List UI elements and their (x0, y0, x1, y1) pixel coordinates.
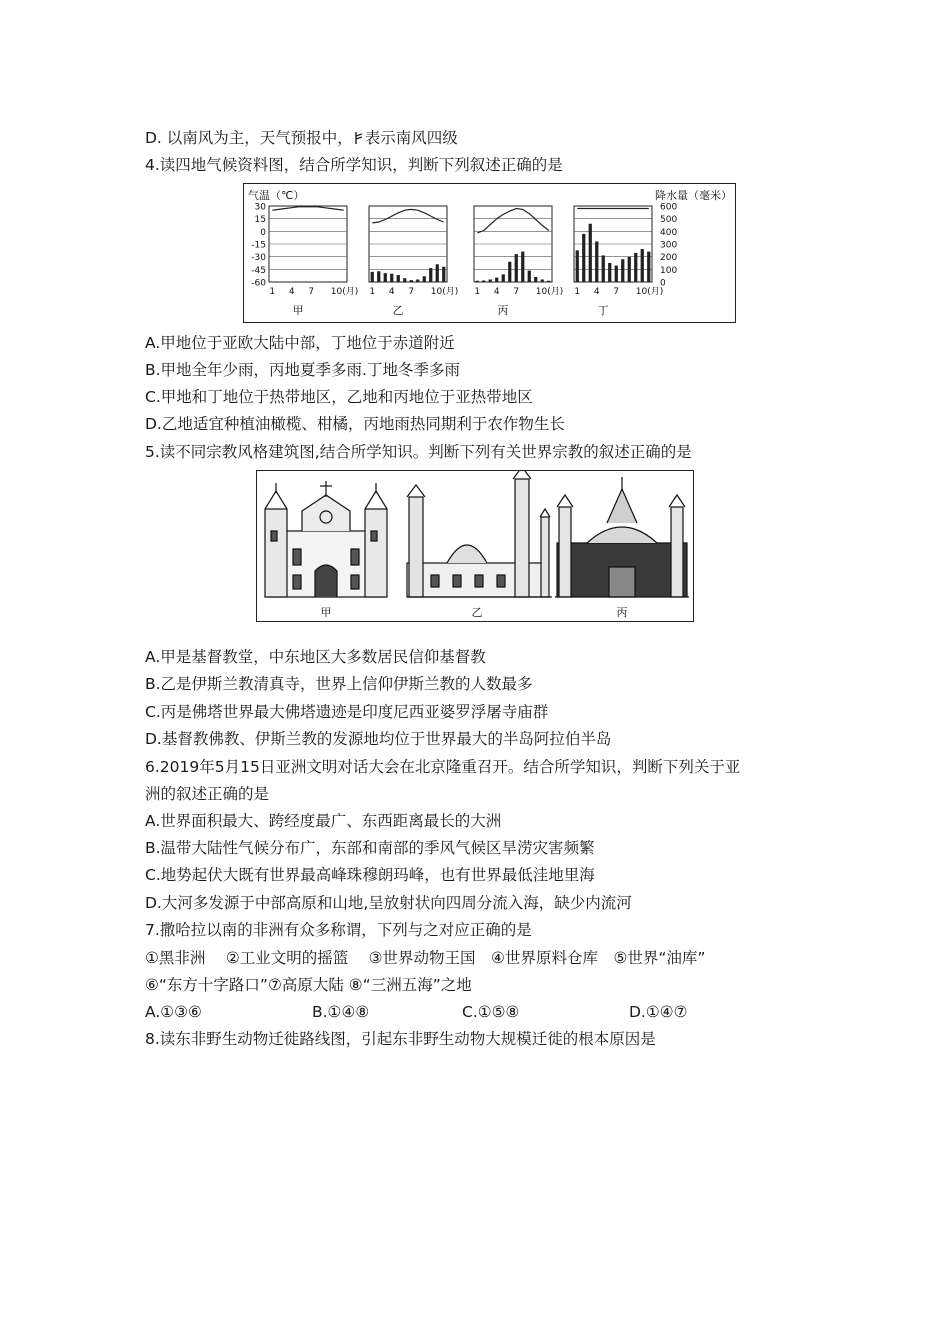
precipitation-bar (423, 276, 426, 282)
q7-choices (145, 1002, 705, 1022)
temperature-tick-label: 15 (254, 215, 266, 226)
precipitation-tick-label: 600 (660, 202, 678, 213)
q4-option-b: B.甲地全年少雨，丙地夏季多雨.丁地冬季多雨 (145, 361, 460, 379)
religious-buildings-figure (256, 470, 694, 622)
precipitation-bar (647, 252, 650, 282)
precipitation-bar (436, 264, 439, 282)
month-tick-label: 4 (593, 287, 600, 297)
q7-stem: 7.撒哈拉以南的非洲有众多称谓，下列与之对应正确的是 (145, 921, 532, 939)
precipitation-bar (589, 224, 592, 282)
q3-option-d (145, 128, 458, 148)
q5-option-c: C.丙是佛塔世界最大佛塔遗迹是印度尼西亚婆罗浮屠寺庙群 (145, 703, 549, 721)
precipitation-bar (403, 278, 406, 282)
precipitation-bar (384, 273, 387, 282)
precipitation-bar (628, 257, 631, 282)
precipitation-tick-label: 300 (660, 240, 678, 251)
precipitation-bar (397, 275, 400, 282)
temperature-tick-label: 30 (254, 202, 266, 213)
q6-option-b: B.温带大陆性气候分布广，东部和南部的季风气候区旱涝灾害频繁 (145, 839, 595, 857)
religious-buildings-drawing (257, 471, 695, 623)
precipitation-bar (377, 271, 380, 282)
precipitation-bar (615, 266, 618, 282)
precipitation-tick-label: 500 (660, 215, 678, 226)
precipitation-bar (608, 263, 611, 282)
q7-items-line2: ⑥“东方十字路口”⑦高原大陆 ⑧“三洲五海”之地 (145, 976, 472, 994)
q6-stem-line2: 洲的叙述正确的是 (145, 785, 270, 803)
precipitation-tick-label: 200 (660, 253, 678, 264)
month-tick-label: 10(月) (535, 287, 564, 297)
figure-label-jia: 甲 (320, 606, 332, 619)
q3-option-d-text: D. 以南风为主，天气预报中， (145, 129, 353, 147)
precipitation-tick-label: 100 (660, 265, 678, 276)
month-tick-label: 10(月) (330, 287, 359, 297)
precipitation-bar (595, 241, 598, 282)
temperature-axis-title: 气温（℃） (248, 189, 305, 202)
precipitation-axis-title: 降水量（毫米） (655, 189, 732, 202)
month-tick-label: 1 (369, 287, 376, 297)
q6-option-a: A.世界面积最大、跨经度最广、东西距离最长的大洲 (145, 812, 502, 830)
precipitation-bar (442, 267, 445, 282)
precipitation-bar (502, 274, 505, 282)
wind-symbol-icon (353, 131, 365, 145)
mosque-illustration (407, 471, 552, 597)
figure-label-bing: 丙 (616, 606, 628, 619)
precipitation-bar (482, 280, 485, 282)
month-tick-label: 1 (269, 287, 276, 297)
temperature-tick-label: -15 (251, 240, 266, 251)
climate-panel-label: 丙 (497, 304, 509, 317)
temperature-tick-label: -45 (251, 265, 266, 276)
month-tick-label: 4 (288, 287, 295, 297)
temperature-line (477, 209, 549, 234)
precipitation-bar (508, 262, 511, 282)
stupa-illustration (555, 477, 689, 597)
month-tick-label: 1 (474, 287, 481, 297)
climate-panel-label: 丁 (597, 304, 609, 317)
precipitation-bar (602, 255, 605, 282)
precipitation-tick-label: 0 (660, 278, 666, 289)
precipitation-bar (371, 272, 374, 282)
temperature-tick-label: 0 (260, 227, 266, 238)
q4-option-a: A.甲地位于亚欧大陆中部，丁地位于赤道附近 (145, 334, 455, 352)
precipitation-tick-label: 400 (660, 227, 678, 238)
temperature-tick-label: -60 (251, 278, 266, 289)
precipitation-bar (495, 278, 498, 282)
climate-panel-label: 甲 (292, 304, 304, 317)
precipitation-bar (634, 253, 637, 282)
q7-items-line1: ①黑非洲 ②工业文明的摇篮 ③世界动物王国 ④世界原料仓库 ⑤世界“油库” (145, 949, 706, 967)
month-tick-label: 7 (308, 287, 315, 297)
q7-choice-c: C.①⑤⑧ (462, 1003, 520, 1021)
precipitation-bar (576, 250, 579, 282)
q6-option-d: D.大河多发源于中部高原和山地,呈放射状向四周分流入海，缺少内流河 (145, 894, 632, 912)
precipitation-bar (521, 252, 524, 282)
temperature-tick-label: -30 (251, 253, 266, 264)
q8-stem: 8.读东非野生动物迁徙路线图，引起东非野生动物大规模迁徙的根本原因是 (145, 1030, 656, 1048)
q7-choice-a: A.①③⑥ (145, 1003, 202, 1021)
precipitation-bar (416, 279, 419, 282)
church-illustration (265, 481, 387, 597)
month-tick-label: 4 (493, 287, 500, 297)
month-tick-label: 10(月) (430, 287, 459, 297)
precipitation-bar (641, 249, 644, 282)
precipitation-bar (390, 274, 393, 282)
q6-stem-line1: 6.2019年5月15日亚洲文明对话大会在北京隆重召开。结合所学知识，判断下列关于亚 (145, 758, 741, 776)
q3-option-d-tail: 表示南风四级 (364, 129, 458, 147)
precipitation-bar (410, 280, 413, 282)
climate-chart-figure (243, 183, 736, 323)
q4-option-c: C.甲地和丁地位于热带地区，乙地和丙地位于亚热带地区 (145, 388, 533, 406)
q7-choice-d: D.①④⑦ (629, 1003, 688, 1021)
month-tick-label: 7 (408, 287, 415, 297)
climate-panel-label: 乙 (392, 304, 404, 317)
q4-stem: 4.读四地气候资料图，结合所学知识，判断下列叙述正确的是 (145, 156, 563, 174)
precipitation-bar (515, 254, 518, 282)
q5-option-b: B.乙是伊斯兰教清真寺，世界上信仰伊斯兰教的人数最多 (145, 675, 533, 693)
month-tick-label: 7 (513, 287, 520, 297)
precipitation-bar (476, 281, 479, 282)
precipitation-bar (534, 277, 537, 282)
precipitation-bar (489, 279, 492, 282)
q6-option-c: C.地势起伏大既有世界最高峰珠穆朗玛峰，也有世界最低洼地里海 (145, 866, 595, 884)
precipitation-bar (582, 234, 585, 282)
q5-option-d: D.基督教佛教、伊斯兰教的发源地均位于世界最大的半岛阿拉伯半岛 (145, 730, 612, 748)
month-tick-label: 4 (388, 287, 395, 297)
q5-stem: 5.读不同宗教风格建筑图,结合所学知识。判断下列有关世界宗教的叙述正确的是 (145, 443, 692, 461)
q5-option-a: A.甲是基督教堂，中东地区大多数居民信仰基督教 (145, 648, 486, 666)
temperature-line (272, 207, 344, 210)
month-tick-label: 10(月) (635, 287, 664, 297)
precipitation-bar (547, 281, 550, 282)
temperature-line (372, 209, 444, 223)
q4-option-d: D.乙地适宜种植油橄榄、柑橘，丙地雨热同期利于农作物生长 (145, 415, 565, 433)
q7-choice-b: B.①④⑧ (312, 1003, 370, 1021)
precipitation-bar (621, 259, 624, 282)
figure-label-yi: 乙 (471, 606, 483, 619)
precipitation-bar (541, 279, 544, 282)
precipitation-bar (429, 268, 432, 282)
precipitation-bar (528, 271, 531, 282)
month-tick-label: 1 (574, 287, 581, 297)
climate-chart-svg (244, 184, 737, 324)
month-tick-label: 7 (613, 287, 620, 297)
